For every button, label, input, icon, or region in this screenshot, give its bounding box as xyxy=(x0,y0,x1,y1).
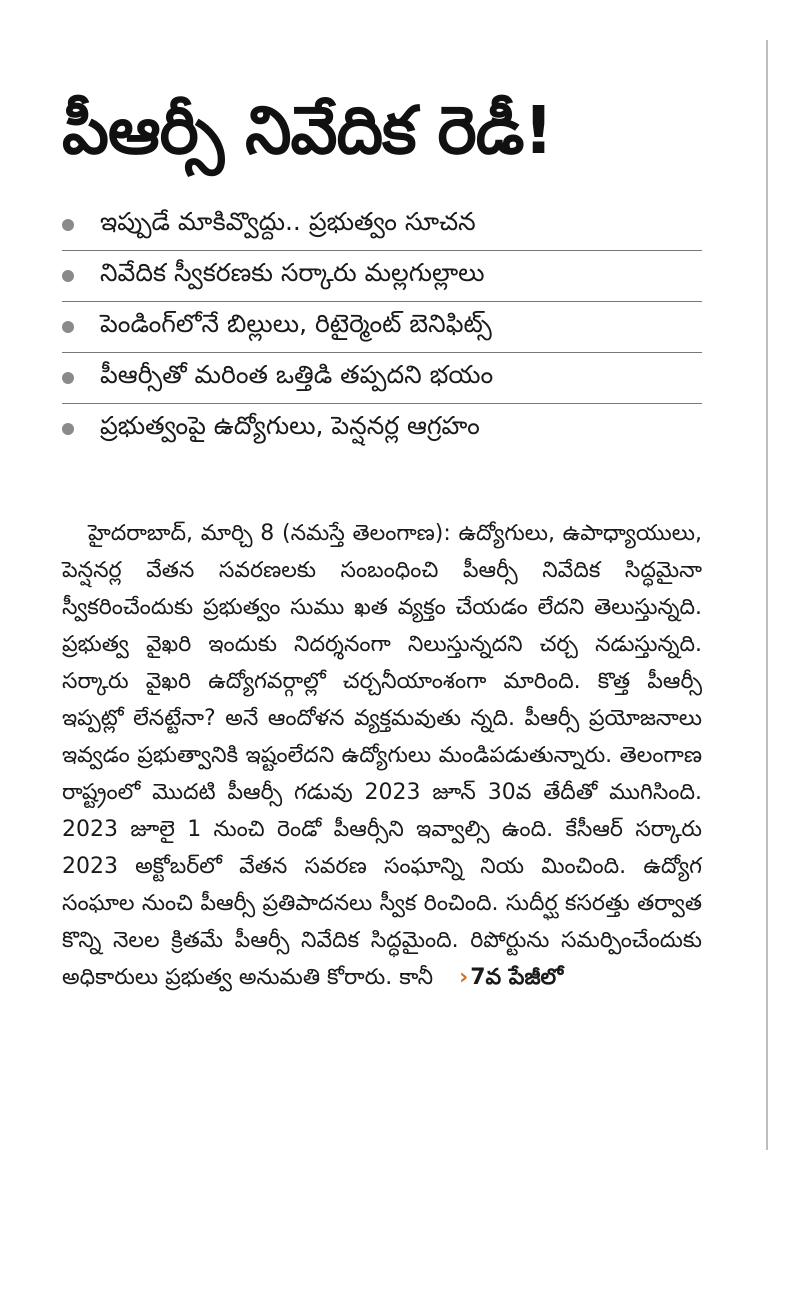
bullet-item xyxy=(62,200,702,251)
chevron-right-icon: › xyxy=(459,965,469,990)
bullet-item xyxy=(62,302,702,353)
bullet-text: ప్రభుత్వంపై ఉద్యోగులు, పెన్షనర్ల ఆగ్రహం xyxy=(100,411,480,440)
bullet-item xyxy=(62,353,702,404)
article-body xyxy=(62,515,702,996)
bullet-dot-icon xyxy=(62,423,74,435)
column-divider xyxy=(766,40,768,1150)
bullet-text: పీఆర్సీతో మరింత ఒత్తిడి తప్పదని భయం xyxy=(100,360,494,389)
bullet-text: నివేదిక స్వీకరణకు సర్కారు మల్లగుల్లాలు xyxy=(100,258,485,287)
bullet-text: ఇప్పుడే మాకివ్వొద్దు.. ప్రభుత్వం సూచన xyxy=(100,207,476,236)
bullet-dot-icon xyxy=(62,321,74,333)
continued-on-page xyxy=(459,965,563,990)
bullet-item xyxy=(62,251,702,302)
bullet-item xyxy=(62,404,702,454)
news-clipping xyxy=(50,40,710,1220)
bullet-text: పెండింగ్‌లోనే బిల్లులు, రిటైర్మెంట్ బెనిఫిట్స్ xyxy=(100,309,492,338)
headline: పీఆర్సీ నివేదిక రెడీ! xyxy=(62,92,553,169)
bullet-dot-icon xyxy=(62,270,74,282)
bullet-list xyxy=(62,200,702,454)
article-body-text: హైదరాబాద్, మార్చి 8 (నమస్తే తెలంగాణ): ఉద్యోగులు, ఉపాధ్యాయులు, పెన్షనర్ల వేతన సవరణలకు సంబంధించి పీఆర్సీ నివేదిక సిద్ధమైనా స్వీకరించేందుకు ప్రభుత్వం సుము ఖత వ్యక్తం చేయడం లేదని తెలుస్తున్నది. ప్రభుత్వ వైఖరి ఇందుకు నిదర్శనంగా నిలుస్తున్నదని చర్చ నడుస్తున్నది. సర్కారు వైఖరి ఉద్యోగవర్గాల్లో చర్చనీయాంశంగా మారింది. కొత్త పీఆర్సీ ఇప్పట్లో లేనట్టేనా? అనే ఆందోళన వ్యక్తమవుతు న్నది. పీఆర్సీ ప్రయోజనాలు ఇవ్వడం ప్రభుత్వానికి ఇష్టంలేదని ఉద్యోగులు మండిపడుతున్నారు. తెలంగాణ రాష్ట్రంలో మొదటి పీఆర్సీ గడువు 2023 జూన్ 30వ తేదీతో ముగిసింది. 2023 జూలై 1 నుంచి రెండో పీఆర్సీని ఇవ్వాల్సి ఉంది. కేసీఆర్ సర్కారు 2023 అక్టోబర్‌లో వేతన సవరణ సంఘాన్ని నియ మించింది. ఉద్యోగ సంఘాల నుంచి పీఆర్సీ ప్రతిపాదనలు స్వీక రించింది. సుదీర్ఘ కసరత్తు తర్వాత కొన్ని నెలల క్రితమే పీఆర్సీ నివేదిక సిద్ధమైంది. రిపోర్టును సమర్పించేందుకు అధికారులు ప్రభుత్వ అనుమతి కోరారు. కానీ xyxy=(62,521,702,990)
continued-label: 7వ పేజీలో xyxy=(470,965,564,990)
bullet-dot-icon xyxy=(62,219,74,231)
bullet-dot-icon xyxy=(62,372,74,384)
